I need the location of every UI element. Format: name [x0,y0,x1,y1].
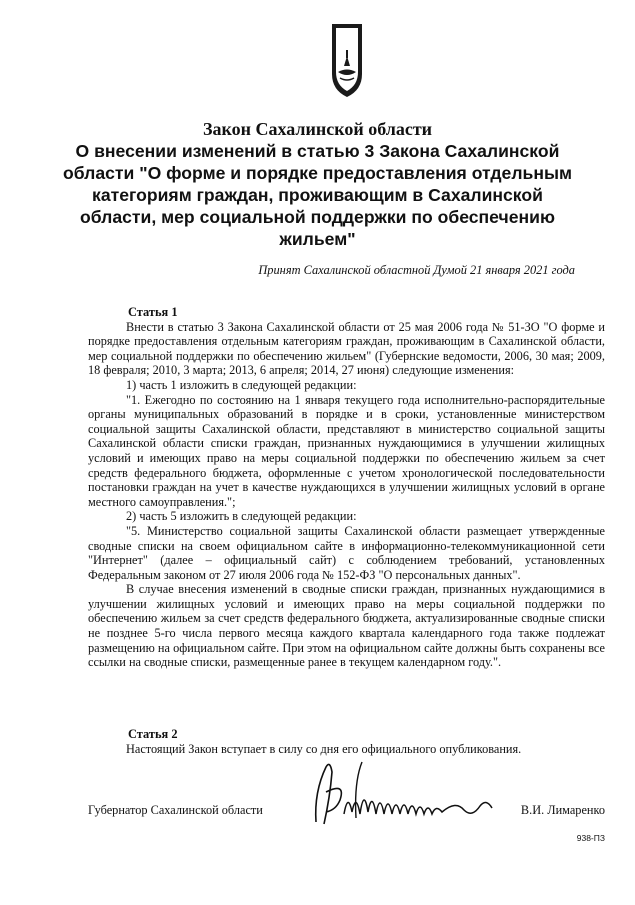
handwritten-signature [296,752,511,832]
law-title [60,118,575,250]
governor-title: Губернатор Сахалинской области [88,803,263,817]
article-1-item1-intro: 1) часть 1 изложить в следующей редакции: [126,377,357,392]
article-1-item2-text2: В случае внесения изменений в сводные списки граждан, признанных нуждающимися в улучшении жилищных условий и имеющих право на меры социальной поддержки по обеспечению жильем за счет средств федерального бюджета, актуализированные сводные списки не позднее 5-го числа первого месяца каждого квартала календарного года также подлежат размещению на официальном сайте. При этом на официальном сайте должны быть сохранены все ссылки на сводные списки, размещенные ранее в текущем календарном году.". [88,582,605,670]
document-code: 938-ПЗ [576,833,605,843]
article-1 [88,305,605,670]
governor-name: В.И. Лимаренко [520,803,605,817]
title-line2: О внесении изменений в статью 3 Закона Сахалинской области "О форме и порядке предоставления отдельным категориям граждан, проживающим в Сахалинской области, мер социальной поддержки по обеспечению жильем" [62,141,572,249]
article-1-item2-text: "5. Министерство социальной защиты Сахалинской области размещает утвержденные сводные списки на своем официальном сайте в информационно-телекоммуникационной сети "Интернет" (далее – официальный сайт) с соблюдением требований, установленных Федеральным законом от 27 июля 2006 года № 152-ФЗ "О персональных данных". [88,523,605,582]
article-1-item2-intro: 2) часть 5 изложить в следующей редакции: [126,509,357,524]
article-2-heading: Статья 2 [128,727,178,741]
article-1-heading: Статья 1 [128,305,178,319]
title-line1: Закон Сахалинской области [202,119,433,139]
coat-of-arms-icon [328,20,366,100]
adoption-note: Принят Сахалинской областной Думой 21 января 2021 года [258,263,575,277]
article-2-text: Настоящий Закон вступает в силу со дня его официального опубликования. [126,741,522,756]
article-1-item1-text: "1. Ежегодно по состоянию на 1 января текущего года исполнительно-распорядительные органы муниципальных образований в порядке и в сроки, установленные министерством социальной защиты Сахалинской области, представляют в министерство социальной защиты Сахалинской области списки граждан, признанных нуждающимися в улучшении жилищных условий и имеющих право на меры социальной поддержки по обеспечению жильем за счет средств федерального бюджета, оформленные с учетом хронологической последовательности постановки граждан на учет в качестве нуждающихся в улучшении жилищных условий в органе местного самоуправления."; [88,392,605,509]
article-1-intro: Внести в статью 3 Закона Сахалинской области от 25 мая 2006 года № 51-ЗО "О форме и порядке предоставления отдельным категориям граждан, проживающим в Сахалинской области, мер социальной поддержки по обеспечению жильем" (Губернские ведомости, 2006, 30 мая; 2009, 18 февраля; 2010, 3 марта; 2013, 6 апреля; 2014, 27 июня) следующие изменения: [88,319,605,378]
